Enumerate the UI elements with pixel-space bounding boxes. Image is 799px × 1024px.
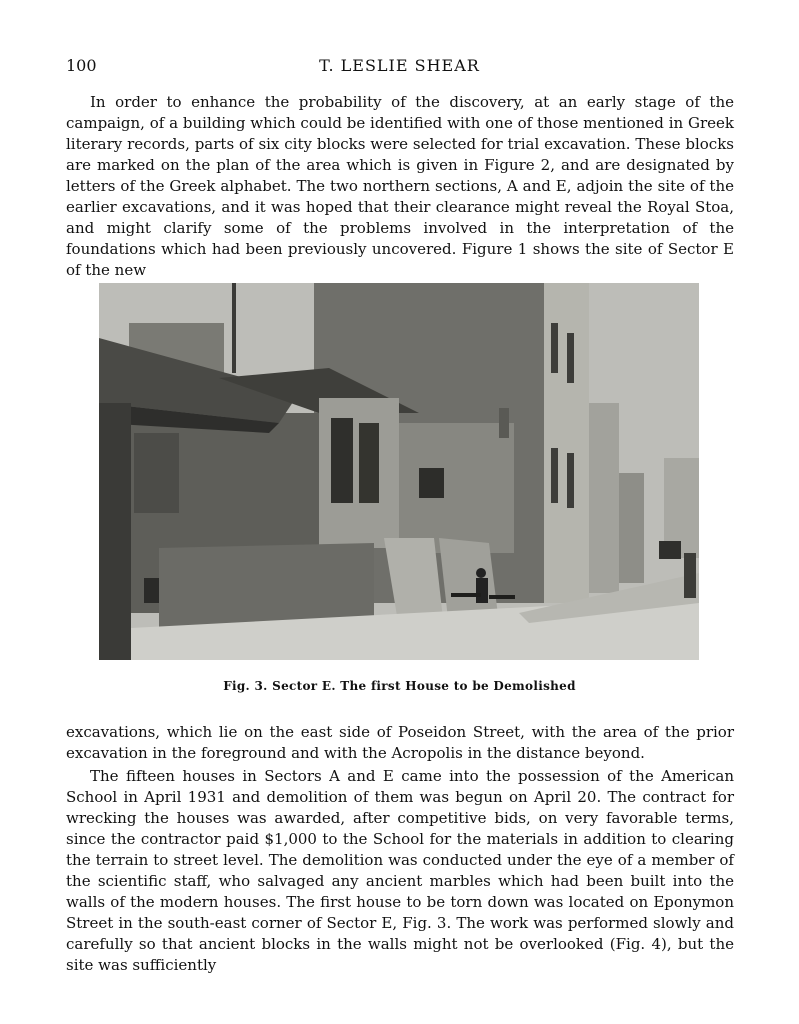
paragraph-1: In order to enhance the probability of the discovery, at an early stage of the campaign, of a building which could be identified with one of those mentioned in Greek literary records, parts of six city blocks were selected for trial excavation. These blocks are marked on the plan of the area which is given in Figure 2, and are designated by letters of the Greek alphabet. The two northern sections, A and E, adjoin the site of the earlier excavations, and it was hoped that their clearance might reveal the Royal Stoa, and might clarify some of the problems involved in the interpretation of the foundations which had been previously uncovered. Figure 1 shows the site of Sector E of the new	[66, 93, 734, 279]
paragraph-2: excavations, which lie on the east side of Poseidon Street, with the area of the prior excavation in the foreground and with the Acropolis in the distance beyond.	[66, 723, 734, 762]
page-number: 100	[66, 56, 97, 75]
figure-photo	[99, 283, 699, 660]
figure-caption: Fig. 3. Sector E. The first House to be Demolished	[223, 679, 576, 693]
pale-facade	[544, 283, 589, 603]
paragraph-3: The fifteen houses in Sectors A and E came into the possession of the American School in April 1931 and demolition of them was begun on April 20. The contract for wrecking the houses was awarded, after competitive bids, on very favorable terms, since the contractor paid $1,000 to the School for the materials in addition to clearing the terrain to street level. The demolition was conducted under the eye of a member of the scientific staff, who salvaged any ancient marbles which had been built into the walls of the modern houses. The first house to be torn down was located on Eponymon Street in the south-east corner of Sector E, Fig. 3. The work was performed slowly and carefully so that ancient blocks in the walls might not be overlooked (Fig. 4), but the site was sufficiently	[66, 767, 734, 974]
running-title: T. LESLIE SHEAR	[319, 56, 480, 75]
